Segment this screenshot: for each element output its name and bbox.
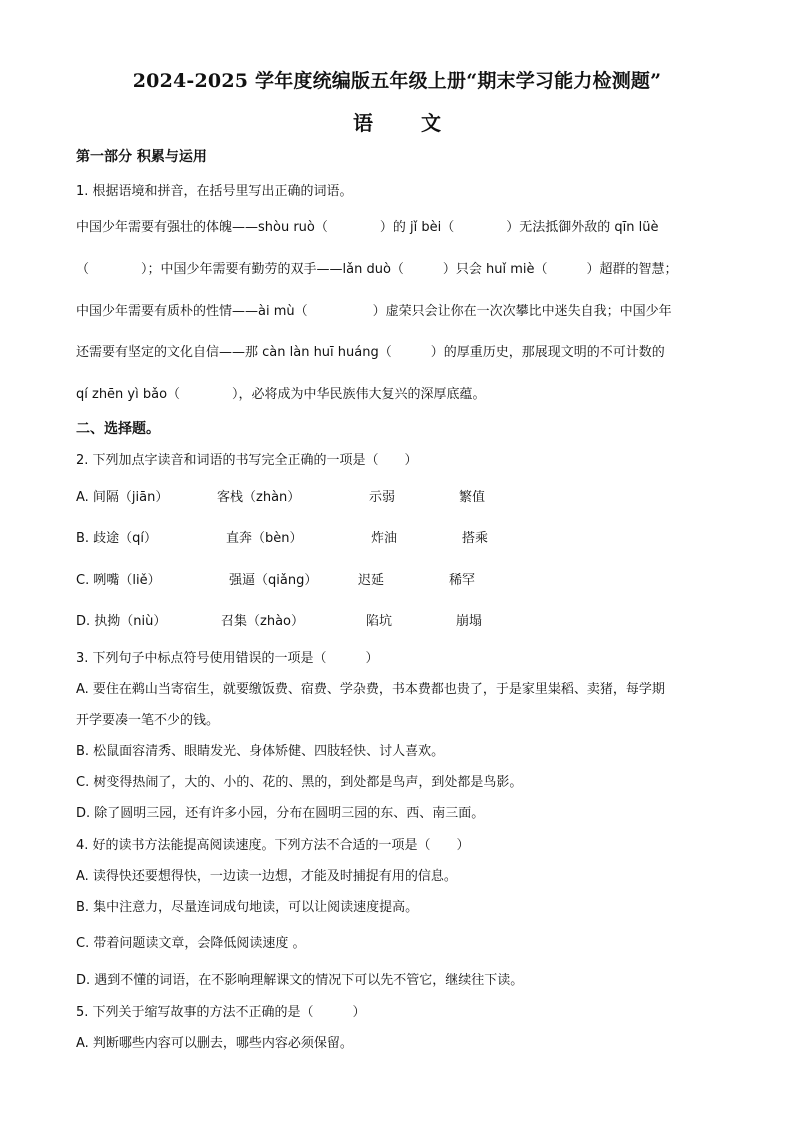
q2-option-d-word2: 召集（zhào） [221, 614, 304, 629]
q3-prompt: 3. 下列句子中标点符号使用错误的一项是（ ） [76, 651, 379, 666]
q2-option-c-word2: 强逼（qiǎng） [229, 573, 318, 588]
q3-option-line: C. 树变得热闹了，大的、小的、花的、黑的，到处都是鸟声，到处都是鸟影。 [76, 775, 523, 790]
q2-option-d-word4: 崩塌 [456, 614, 483, 629]
q3-option-line: 开学要凑一笔不少的钱。 [76, 713, 220, 728]
part1-heading: 第一部分 积累与运用 [76, 149, 207, 165]
q5-option-line: A. 判断哪些内容可以删去，哪些内容必须保留。 [76, 1036, 353, 1051]
q2-option-a-word1: A. 间隔（jiān） [76, 490, 169, 505]
subject-title: 语 文 [353, 111, 455, 135]
q4-option-line: C. 带着问题读文章，会降低阅读速度 。 [76, 936, 306, 951]
q1-text-line: （ ）；中国少年需要有勤劳的双手——lǎn duò（ ）只会 huǐ miè（ ）超群的智慧； [76, 262, 678, 277]
q2-option-b-word3: 炸油 [371, 531, 398, 546]
q2-option-b-word4: 搭乘 [462, 531, 489, 546]
q2-option-a-word4: 繁值 [459, 490, 486, 505]
q1-text-line: qí zhēn yì bǎo（ ），必将成为中华民族伟大复兴的深厚底蕴。 [76, 387, 486, 402]
q2-option-a-word2: 客栈（zhàn） [217, 490, 301, 505]
q1-text-line: 还需要有坚定的文化自信——那 càn làn huī huáng（ ）的厚重历史，那展现文明的不可计数的 [76, 345, 665, 360]
exam-title: 2024-2025 学年度统编版五年级上册“期末学习能力检测题” [132, 70, 662, 92]
q2-option-c-word3: 迟延 [358, 573, 385, 588]
q2-option-c-word4: 稀罕 [449, 573, 476, 588]
q4-option-line: D. 遇到不懂的词语，在不影响理解课文的情况下可以先不管它，继续往下读。 [76, 973, 524, 988]
q5-prompt: 5. 下列关于缩写故事的方法不正确的是（ ） [76, 1005, 366, 1020]
q2-prompt: 2. 下列加点字读音和词语的书写完全正确的一项是（ ） [76, 453, 418, 468]
q3-option-line: B. 松鼠面容清秀、眼睛发光、身体矫健、四肢轻快、讨人喜欢。 [76, 744, 445, 759]
q4-prompt: 4. 好的读书方法能提高阅读速度。下列方法不合适的一项是（ ） [76, 838, 470, 853]
q2-option-b-word1: B. 歧途（qí） [76, 531, 158, 546]
q3-option-line: A. 要住在鹈山当寄宿生，就要缴饭费、宿费、学杂费，书本费都也贵了，于是家里粜稻、卖猪，每学期 [76, 682, 665, 697]
q2-option-a-word3: 示弱 [369, 490, 396, 505]
q2-option-d-word3: 陷坑 [366, 614, 393, 629]
q4-option-line: B. 集中注意力，尽量连词成句地读，可以让阅读速度提高。 [76, 900, 419, 915]
q1-prompt: 1. 根据语境和拼音，在括号里写出正确的词语。 [76, 184, 353, 199]
q4-option-line: A. 读得快还要想得快，一边读一边想，才能及时捕捉有用的信息。 [76, 869, 457, 884]
q3-option-line: D. 除了圆明三园，还有许多小园，分布在圆明三园的东、西、南三面。 [76, 806, 485, 821]
q1-text-line: 中国少年需要有强壮的体魄——shòu ruò（ ）的 jǐ bèi（ ）无法抵御外敌的 qīn lüè [76, 220, 659, 235]
q2-option-c-word1: C. 咧嘴（liě） [76, 573, 161, 588]
q1-text-line: 中国少年需要有质朴的性情——ài mù（ ）虚荣只会让你在一次次攀比中迷失自我；中国少年 [76, 304, 672, 319]
q2-option-d-word1: D. 执拗（niù） [76, 614, 167, 629]
q2-option-b-word2: 直奔（bèn） [226, 531, 303, 546]
part2-heading: 二、选择题。 [76, 421, 160, 437]
